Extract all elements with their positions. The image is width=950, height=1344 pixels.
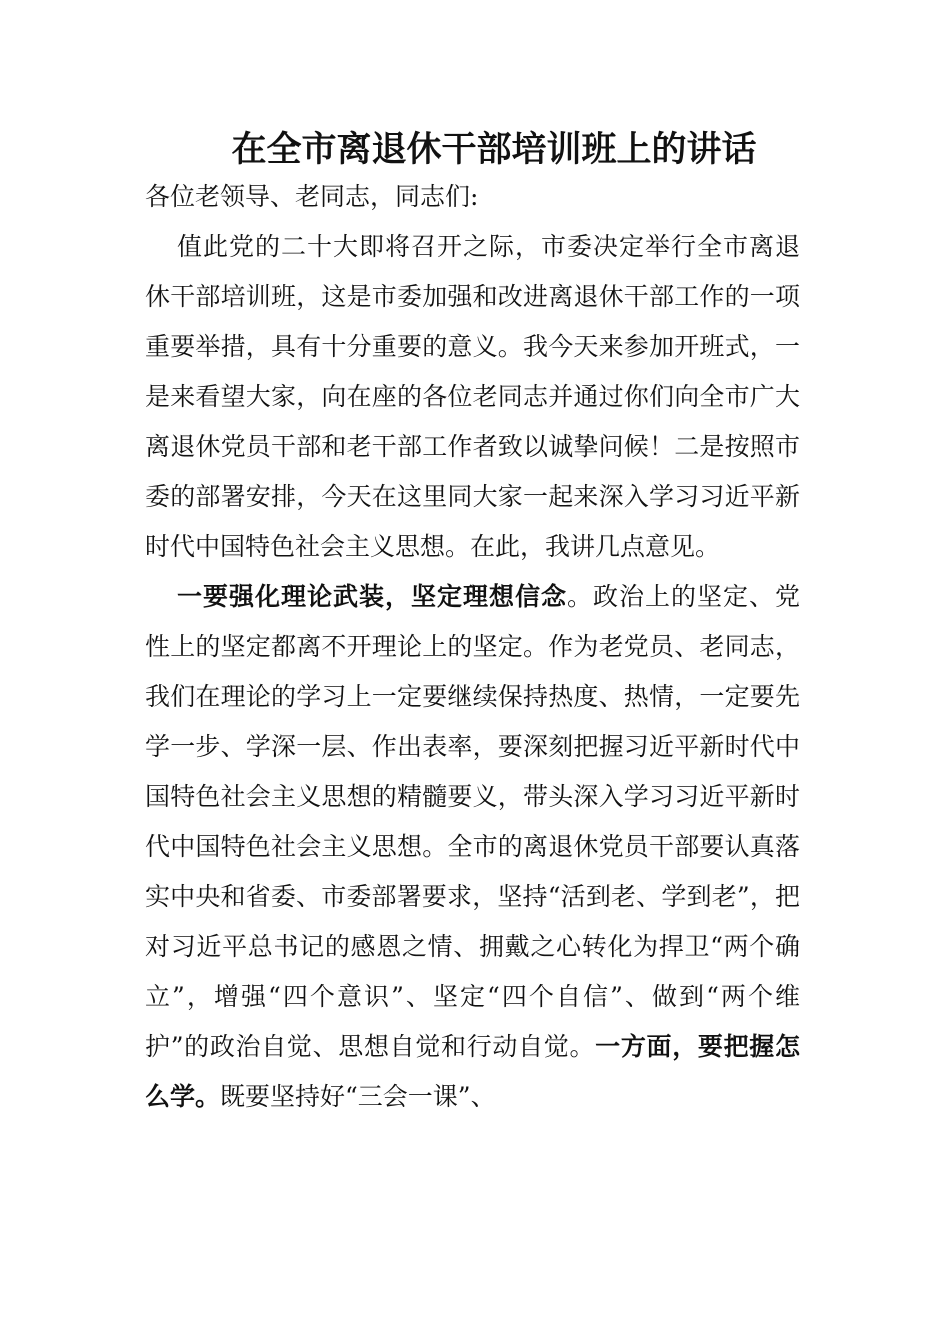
- paragraph-theory-text: 。政治上的坚定、党性上的坚定都离不开理论上的坚定。作为老党员、老同志，我们在理论的学习上一定要继续保持热度、热情，一定要先学一步、学深一层、作出表率，要深刻把握习近平新时代中国特色社会主义思想的精髓要义，带头深入学习习近平新时代中国特色社会主义思想。全市的离退休党员干部要认真落实中央和省委、市委部署要求，坚持“活到老、学到老”，把对习近平总书记的感恩之情、拥戴之心转化为捍卫“两个确立”，增强“四个意识”、坚定“四个自信”、做到“两个维护”的政治自觉、思想自觉和行动自觉。: [145, 582, 800, 1061]
- document-title: 在全市离退休干部培训班上的讲话: [231, 129, 757, 170]
- document-body: [145, 172, 800, 1122]
- paragraph-theory: [145, 572, 800, 1122]
- section-heading-theory: 一要强化理论武装，坚定理想信念: [177, 582, 567, 611]
- subheading-how-to-learn: 一方面，要把握怎么学。: [145, 1032, 800, 1111]
- paragraph-opening: 值此党的二十大即将召开之际，市委决定举行全市离退休干部培训班，这是市委加强和改进离退休干部工作的一项重要举措，具有十分重要的意义。我今天来参加开班式，一是来看望大家，向在座的各位老同志并通过你们向全市广大离退休党员干部和老干部工作者致以诚挚问候！二是按照市委的部署安排，今天在这里同大家一起来深入学习习近平新时代中国特色社会主义思想。在此，我讲几点意见。: [145, 232, 800, 561]
- paragraph-theory-continuation: 既要坚持好“三会一课”、: [220, 1082, 496, 1111]
- salutation: 各位老领导、老同志，同志们:: [145, 182, 479, 211]
